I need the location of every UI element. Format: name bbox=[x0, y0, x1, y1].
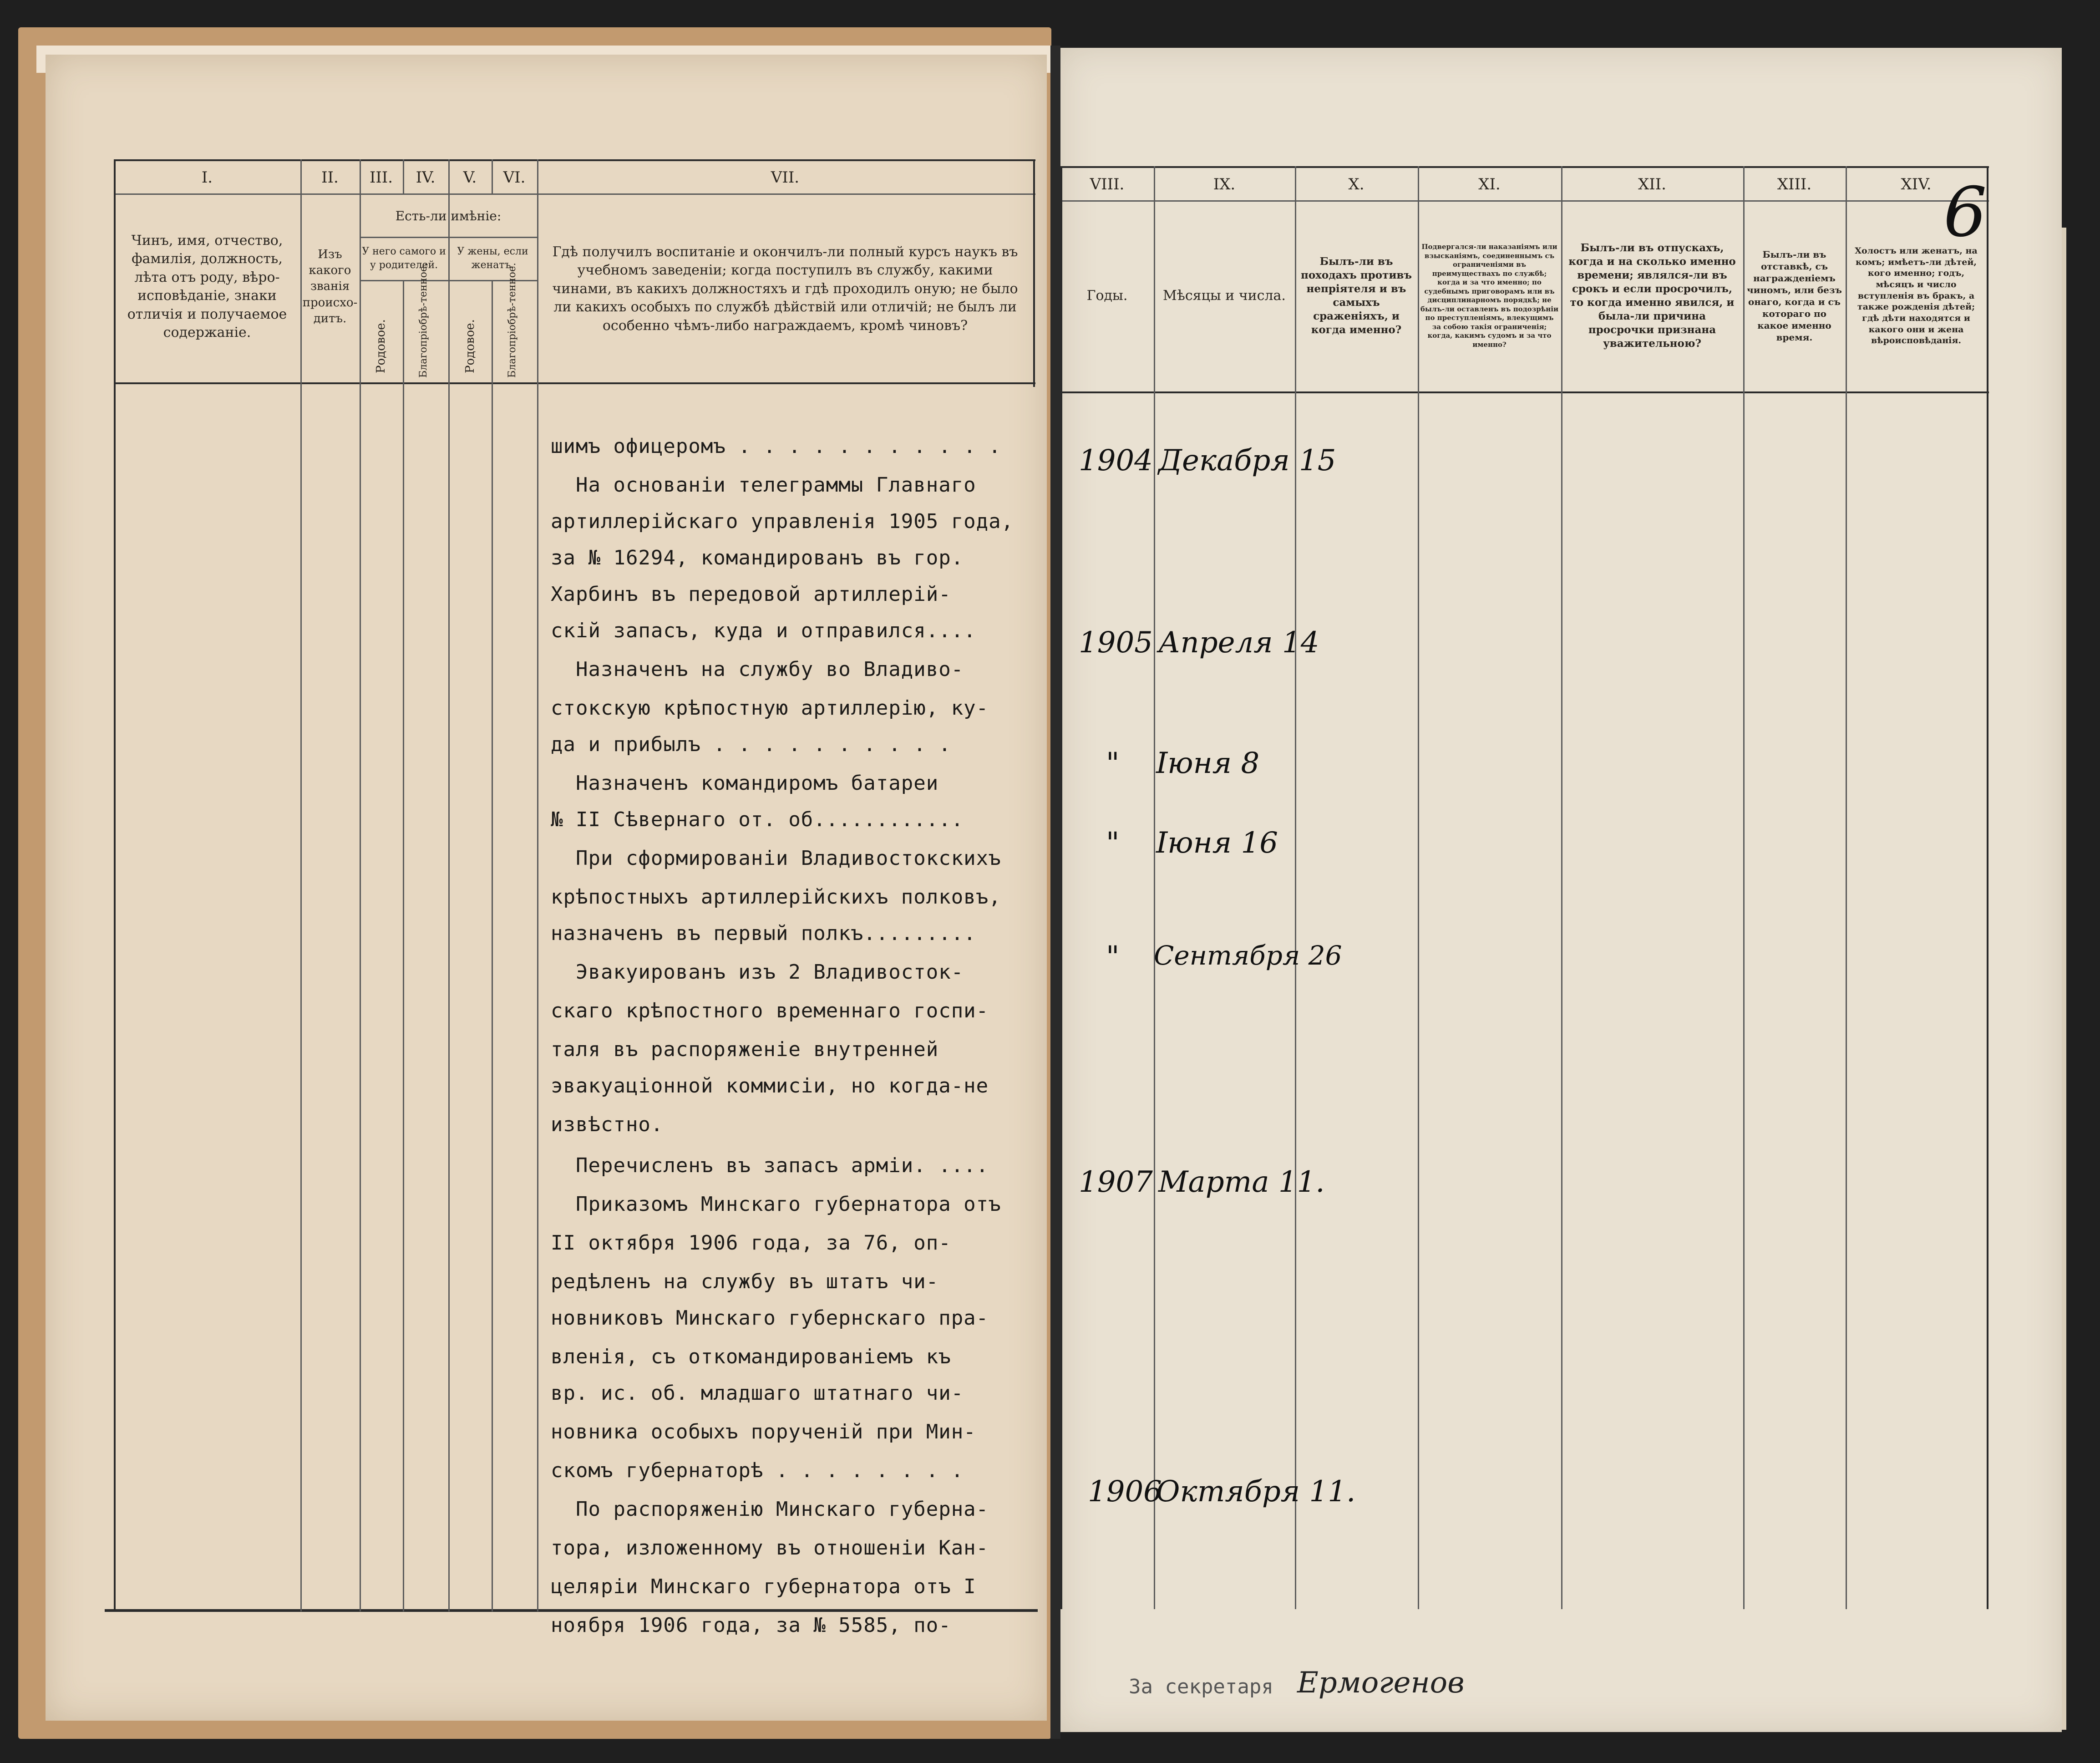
record-line: Перечисленъ въ запасъ арміи. .... bbox=[551, 1154, 989, 1177]
ancestral-heading-2: Родовое. bbox=[463, 319, 477, 373]
ancestral-heading-1: Родовое. bbox=[374, 319, 388, 373]
date-month-day: Сентября 26 bbox=[1154, 940, 1342, 971]
record-line: Назначенъ на службу во Владиво- bbox=[551, 658, 964, 681]
record-line: II октября 1906 года, за 76, оп- bbox=[551, 1231, 951, 1255]
record-line: артиллерійскаго управленія 1905 года, bbox=[551, 510, 1014, 533]
record-line: При сформированіи Владивостокскихъ bbox=[551, 847, 1001, 870]
folio-number: 6 bbox=[1943, 173, 1987, 252]
col-1-heading: Чинъ, имя, отчество, фамилія, должность, лѣта отъ роду, вѣро-исповѣданіе, знаки отличія и получаемое содержаніе. bbox=[127, 232, 287, 340]
date-month-day: Іюня 8 bbox=[1156, 747, 1260, 780]
col-10-numeral: X. bbox=[1348, 175, 1364, 193]
record-line: вленія, съ откомандированіемъ къ bbox=[551, 1345, 951, 1368]
col-11-heading: Подвергался-ли наказаніямъ или взысканіямъ, соединеннымъ съ ограниченіями въ преимуществахъ по службѣ; когда и за что именно; по судебнымъ приговорамъ или въ дисциплинарномъ порядкѣ; не былъ-ли оставленъ въ подозрѣніи по преступленіямъ, влекущимъ за собою такія ограниченія; когда, какимъ судомъ и за что именно? bbox=[1420, 243, 1559, 349]
col-8-heading: Годы. bbox=[1086, 287, 1128, 304]
record-line: да и прибылъ . . . . . . . . . . bbox=[551, 733, 951, 756]
secretary-label: За секретаря bbox=[1129, 1675, 1273, 1698]
acquired-heading-1: Благопріобрѣ-тенное. bbox=[418, 263, 429, 378]
record-line: новника особыхъ порученій при Мин- bbox=[551, 1420, 976, 1443]
estate-own-heading: У него самого и у родителей. bbox=[362, 245, 446, 271]
record-line: тора, изложенному въ отношеніи Кан- bbox=[551, 1536, 989, 1560]
record-line: новниковъ Минскаго губернскаго пра- bbox=[551, 1306, 989, 1330]
date-month-day: Марта 11. bbox=[1158, 1165, 1325, 1199]
col-4-numeral: IV. bbox=[416, 168, 436, 187]
record-line: эвакуаціонной коммисіи, но когда-не bbox=[551, 1074, 989, 1097]
date-year: 1904 bbox=[1079, 444, 1153, 478]
col-7-heading: Гдѣ получилъ воспитаніе и окончилъ-ли полный курсъ наукъ въ учебномъ заведеніи; когда поступилъ въ службу, какими чинами, въ какихъ должностяхъ и гдѣ проходилъ оную; не было ли какихъ особыхъ по службѣ дѣйствій или отличій; не былъ ли особенно чѣмъ-либо награждаемъ, кромѣ чиновъ? bbox=[552, 244, 1018, 334]
col-14-heading: Холостъ или женатъ, на комъ; имѣетъ-ли дѣтей, кого именно; годъ, мѣсяцъ и число вступленія въ бракъ, а также рожденія дѣтей; гдѣ дѣти находятся и какого они и жена вѣроисповѣданія. bbox=[1855, 245, 1978, 346]
record-line: извѣстно. bbox=[551, 1113, 664, 1136]
record-line: № II Сѣвернаго от. об............ bbox=[551, 808, 964, 831]
col-11-numeral: XI. bbox=[1478, 175, 1501, 193]
record-line: ноября 1906 года, за № 5585, по- bbox=[551, 1614, 951, 1637]
record-line: Приказомъ Минскаго губернатора отъ bbox=[551, 1193, 1001, 1216]
record-line: вр. ис. об. младшаго штатнаго чи- bbox=[551, 1382, 964, 1405]
col-2-numeral: II. bbox=[321, 168, 339, 187]
record-line: Эвакуированъ изъ 2 Владивосток- bbox=[551, 960, 964, 984]
record-line: таля въ распоряженіе внутренней bbox=[551, 1038, 939, 1061]
record-line: Харбинъ въ передовой артиллерій- bbox=[551, 583, 951, 606]
col-13-heading: Былъ-ли въ отставкѣ, съ награжденіемъ чиномъ, или безъ онаго, когда и съ котораго по какое именно время. bbox=[1747, 249, 1842, 343]
date-year: 1906 bbox=[1088, 1475, 1162, 1509]
signature: Ермогенов bbox=[1297, 1666, 1465, 1700]
date-year: " bbox=[1106, 826, 1120, 860]
col-2-heading: Изъ какого званія происхо-дитъ. bbox=[302, 248, 358, 325]
col-9-heading: Мѣсяцы и числа. bbox=[1163, 287, 1286, 304]
estate-heading: Есть-ли имѣніе: bbox=[395, 208, 502, 224]
col-7-numeral: VII. bbox=[771, 168, 800, 187]
record-line: скій запасъ, куда и отправился.... bbox=[551, 619, 976, 642]
col-12-numeral: XII. bbox=[1638, 175, 1666, 193]
date-month-day: Іюня 16 bbox=[1156, 826, 1278, 860]
record-line: шимъ офицеромъ . . . . . . . . . . . bbox=[551, 435, 1001, 458]
date-month-day: Апреля 14 bbox=[1158, 626, 1319, 660]
date-month-day: Октября 11. bbox=[1156, 1475, 1356, 1509]
col-3-numeral: III. bbox=[369, 168, 393, 187]
binding-spine bbox=[1050, 46, 1060, 1739]
col-1-numeral: I. bbox=[201, 168, 213, 187]
acquired-heading-2: Благопріобрѣ-тенное. bbox=[507, 263, 518, 378]
col-9-numeral: IX. bbox=[1213, 175, 1236, 193]
record-line: редѣленъ на службу въ штатъ чи- bbox=[551, 1270, 939, 1293]
record-line: назначенъ въ первый полкъ......... bbox=[551, 922, 976, 945]
record-line: стокскую крѣпостную артиллерію, ку- bbox=[551, 696, 989, 720]
col-6-numeral: VI. bbox=[503, 168, 526, 187]
record-line: целяріи Минскаго губернатора отъ I bbox=[551, 1575, 976, 1598]
col-5-numeral: V. bbox=[463, 168, 477, 187]
record-line: крѣпостныхъ артиллерійскихъ полковъ, bbox=[551, 885, 1001, 909]
col-10-heading: Былъ-ли въ походахъ противъ непріятеля и въ самыхъ сраженіяхъ, и когда именно? bbox=[1300, 255, 1412, 336]
record-line: скаго крѣпостного временнаго госпи- bbox=[551, 999, 989, 1022]
date-year: " bbox=[1106, 940, 1120, 974]
record-line: скомъ губернаторѣ . . . . . . . . bbox=[551, 1459, 964, 1482]
record-line: По распоряженію Минскаго губерна- bbox=[551, 1498, 989, 1521]
record-line: На основаніи телеграммы Главнаго bbox=[551, 473, 976, 497]
col-13-numeral: XIII. bbox=[1777, 175, 1812, 193]
col-12-heading: Былъ-ли въ отпускахъ, когда и на сколько именно времени; являлся-ли въ срокъ и если просрочилъ, то когда именно явился, и была-ли причина просрочки признана уважительною? bbox=[1568, 242, 1736, 350]
col-14-numeral: XIV. bbox=[1901, 175, 1932, 193]
date-year: 1905 bbox=[1079, 626, 1153, 660]
estate-wife-heading: У жены, если женатъ. bbox=[457, 245, 528, 271]
date-year: " bbox=[1106, 747, 1120, 780]
col-8-numeral: VIII. bbox=[1090, 175, 1125, 193]
record-line: Назначенъ командиромъ батареи bbox=[551, 772, 939, 795]
date-year: 1907 bbox=[1079, 1165, 1153, 1199]
date-month-day: Декабря 15 bbox=[1158, 444, 1336, 478]
record-line: за № 16294, командированъ въ гор. bbox=[551, 546, 964, 569]
